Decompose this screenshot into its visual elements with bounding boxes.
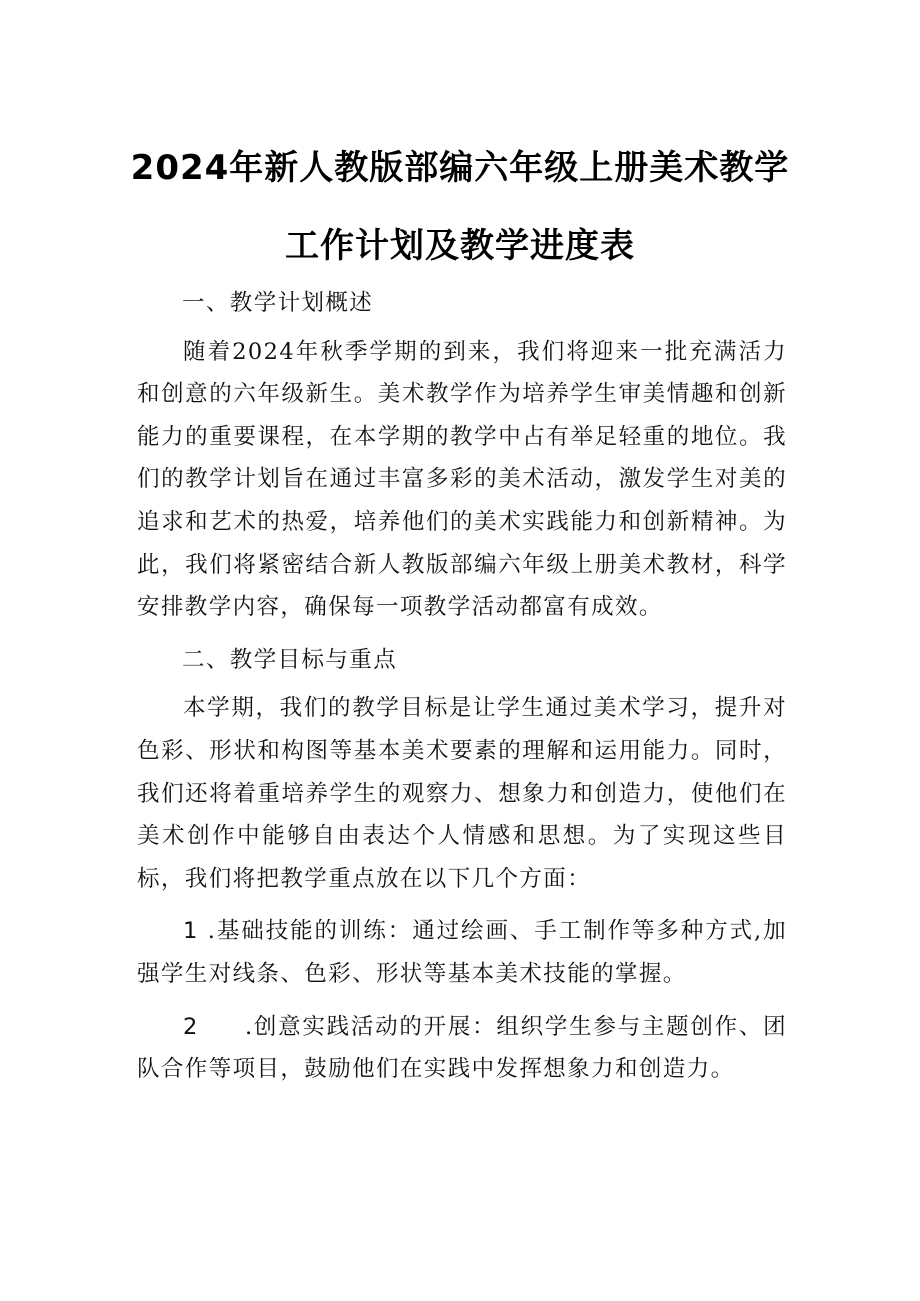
paragraph-goals: 本学期，我们的教学目标是让学生通过美术学习，提升对色彩、形状和构图等基本美术要素的理解和运用能力。同时，我们还将着重培养学生的观察力、想象力和创造力，使他们在美术创作中能够自由表达个人情感和思想。为了实现这些目标，我们将把教学重点放在以下几个方面： — [137, 695, 787, 892]
list-item-2-number: 2 — [183, 1013, 199, 1040]
list-item-2 — [137, 1006, 787, 1091]
list-item-1-number: 1 — [183, 918, 199, 945]
paragraph-overview: 随着2024年秋季学期的到来，我们将迎来一批充满活力和创意的六年级新生。美术教学作为培养学生审美情趣和创新能力的重要课程，在本学期的教学中占有举足轻重的地位。我们的教学计划旨在通过丰富多彩的美术活动，激发学生对美的追求和艺术的热爱，培养他们的美术实践能力和创新精神。为此，我们将紧密结合新人教版部编六年级上册美术教材，科学安排教学内容，确保每一项教学活动都富有成效。 — [137, 338, 787, 621]
document-title-line-2: 工作计划及教学进度表 — [285, 226, 635, 266]
list-item-1 — [137, 910, 787, 995]
section-heading-goals: 二、教学目标与重点 — [182, 646, 398, 673]
section-heading-overview: 一、教学计划概述 — [182, 290, 374, 316]
document-body — [137, 282, 787, 1091]
document-title-line-1: 2024年新人教版部编六年级上册美术教学 — [130, 148, 790, 188]
list-item-2-text: .创意实践活动的开展：组织学生参与主题创作、团队合作等项目，鼓励他们在实践中发挥想象力和创造力。 — [137, 1013, 787, 1083]
list-item-1-text: .基础技能的训练：通过绘画、手工制作等多种方式,加强学生对线条、色彩、形状等基本美术技能的掌握。 — [137, 918, 787, 987]
